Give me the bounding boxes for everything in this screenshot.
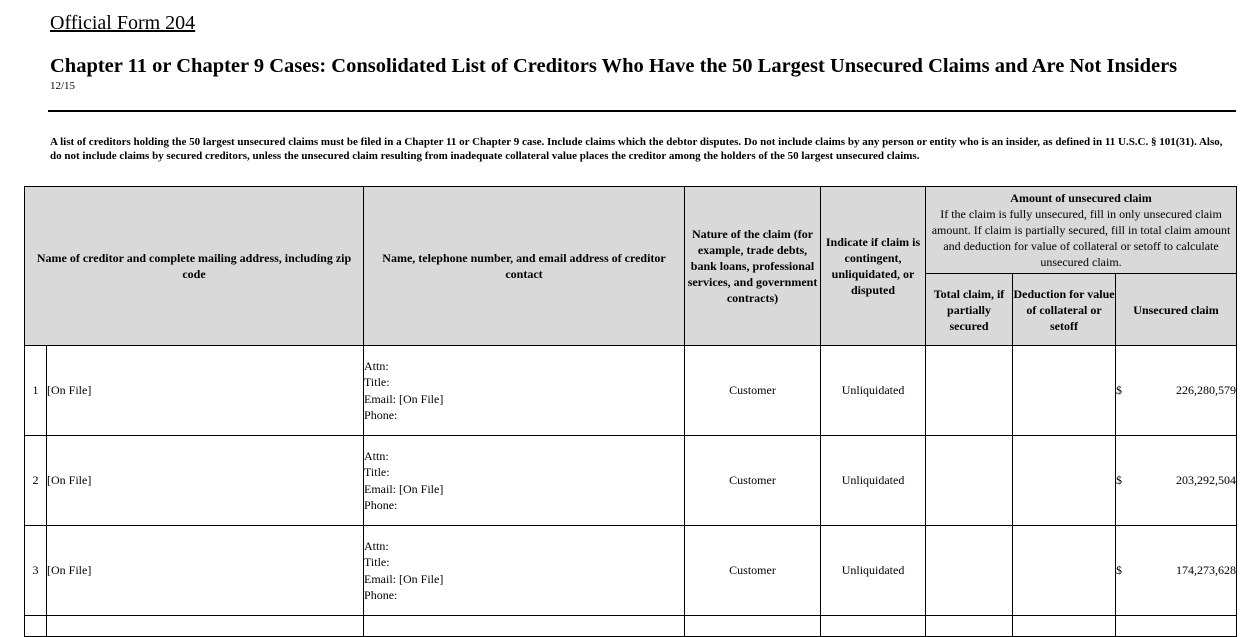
header-contact: Name, telephone number, and email address of creditor contact (364, 187, 685, 346)
header-amount-title: Amount of unsecured claim (1010, 191, 1152, 205)
total-claim (926, 436, 1013, 526)
table-row (25, 526, 1237, 616)
contact-email: Email: [On File] (364, 571, 444, 586)
cell-empty (364, 616, 685, 637)
deduction-value (1013, 436, 1116, 526)
cell-empty (926, 616, 1013, 637)
header-amount (926, 187, 1237, 274)
instructions-text: A list of creditors holding the 50 largest unsecured claims must be filed in a Chapter 11 or Chapter 9 case. Include claims which the debtor disputes. Do not include claims by any person or entity who is an insider, as defined in 11 U.S.C. § 101(31). Also, do not include claims by secured creditors, unless the unsecured claim resulting from inadequate collateral value places the creditor among the holders of the 50 largest unsecured claims. (50, 136, 1223, 162)
contact-phone: Phone: (364, 408, 398, 422)
header-indicate: Indicate if claim is contingent, unliquidated, or disputed (821, 187, 926, 346)
form-name: Official Form 204 (50, 12, 196, 34)
header-divider (48, 110, 1236, 112)
claim-status: Unliquidated (821, 526, 926, 616)
creditor-name: [On File] (47, 346, 364, 436)
contact-title: Title: (364, 375, 390, 389)
contact-phone: Phone: (364, 588, 398, 602)
cell-empty (1116, 616, 1237, 637)
row-number: 1 (25, 346, 47, 436)
claim-status: Unliquidated (821, 436, 926, 526)
table-row (25, 346, 1237, 436)
row-number: 2 (25, 436, 47, 526)
creditor-contact (364, 526, 685, 616)
header-unsecured-claim: Unsecured claim (1116, 274, 1237, 346)
cell-empty (685, 616, 821, 637)
claim-status: Unliquidated (821, 346, 926, 436)
creditor-name: [On File] (47, 436, 364, 526)
unsecured-claim (1116, 346, 1237, 436)
contact-attn: Attn: (364, 538, 389, 553)
table-header-row (25, 187, 1237, 274)
cell-empty (821, 616, 926, 637)
claim-nature: Customer (685, 526, 821, 616)
total-claim (926, 346, 1013, 436)
row-number: 3 (25, 526, 47, 616)
currency-symbol: $ (1116, 383, 1123, 397)
creditor-contact (364, 436, 685, 526)
unsecured-amount: 203,292,504 (1176, 473, 1237, 487)
contact-title: Title: (364, 465, 390, 479)
cell-empty (47, 616, 364, 637)
table-row (25, 436, 1237, 526)
cell-empty (1013, 616, 1116, 637)
header-deduction: Deduction for value of collateral or setoff (1013, 274, 1116, 346)
row-number-empty (25, 616, 47, 637)
unsecured-claim (1116, 436, 1237, 526)
currency-symbol: $ (1116, 473, 1123, 487)
deduction-value (1013, 526, 1116, 616)
header-nature: Nature of the claim (for example, trade debts, bank loans, professional services, and government contracts) (685, 187, 821, 346)
contact-title: Title: (364, 555, 390, 569)
contact-phone: Phone: (364, 498, 398, 512)
page-title: Chapter 11 or Chapter 9 Cases: Consolidated List of Creditors Who Have the 50 Largest Unsecured Claims and Are Not Insiders (50, 55, 1178, 77)
claim-nature: Customer (685, 346, 821, 436)
table-row-partial (25, 616, 1237, 637)
contact-attn: Attn: (364, 448, 389, 463)
creditor-name: [On File] (47, 526, 364, 616)
contact-attn: Attn: (364, 358, 389, 373)
header-total-claim: Total claim, if partially secured (926, 274, 1013, 346)
total-claim (926, 526, 1013, 616)
claim-nature: Customer (685, 436, 821, 526)
header-creditor: Name of creditor and complete mailing address, including zip code (25, 187, 364, 346)
creditors-table (24, 186, 1237, 637)
creditor-contact (364, 346, 685, 436)
header-amount-description: If the claim is fully unsecured, fill in only unsecured claim amount. If claim is partially secured, fill in total claim amount and deduction for value of collateral or setoff to calculate unsecured claim. (931, 207, 1231, 269)
currency-symbol: $ (1116, 563, 1123, 577)
unsecured-amount: 226,280,579 (1176, 383, 1237, 397)
deduction-value (1013, 346, 1116, 436)
contact-email: Email: [On File] (364, 391, 444, 406)
unsecured-claim (1116, 526, 1237, 616)
contact-email: Email: [On File] (364, 481, 444, 496)
unsecured-amount: 174,273,628 (1176, 563, 1237, 577)
form-revision-date: 12/15 (50, 80, 76, 92)
